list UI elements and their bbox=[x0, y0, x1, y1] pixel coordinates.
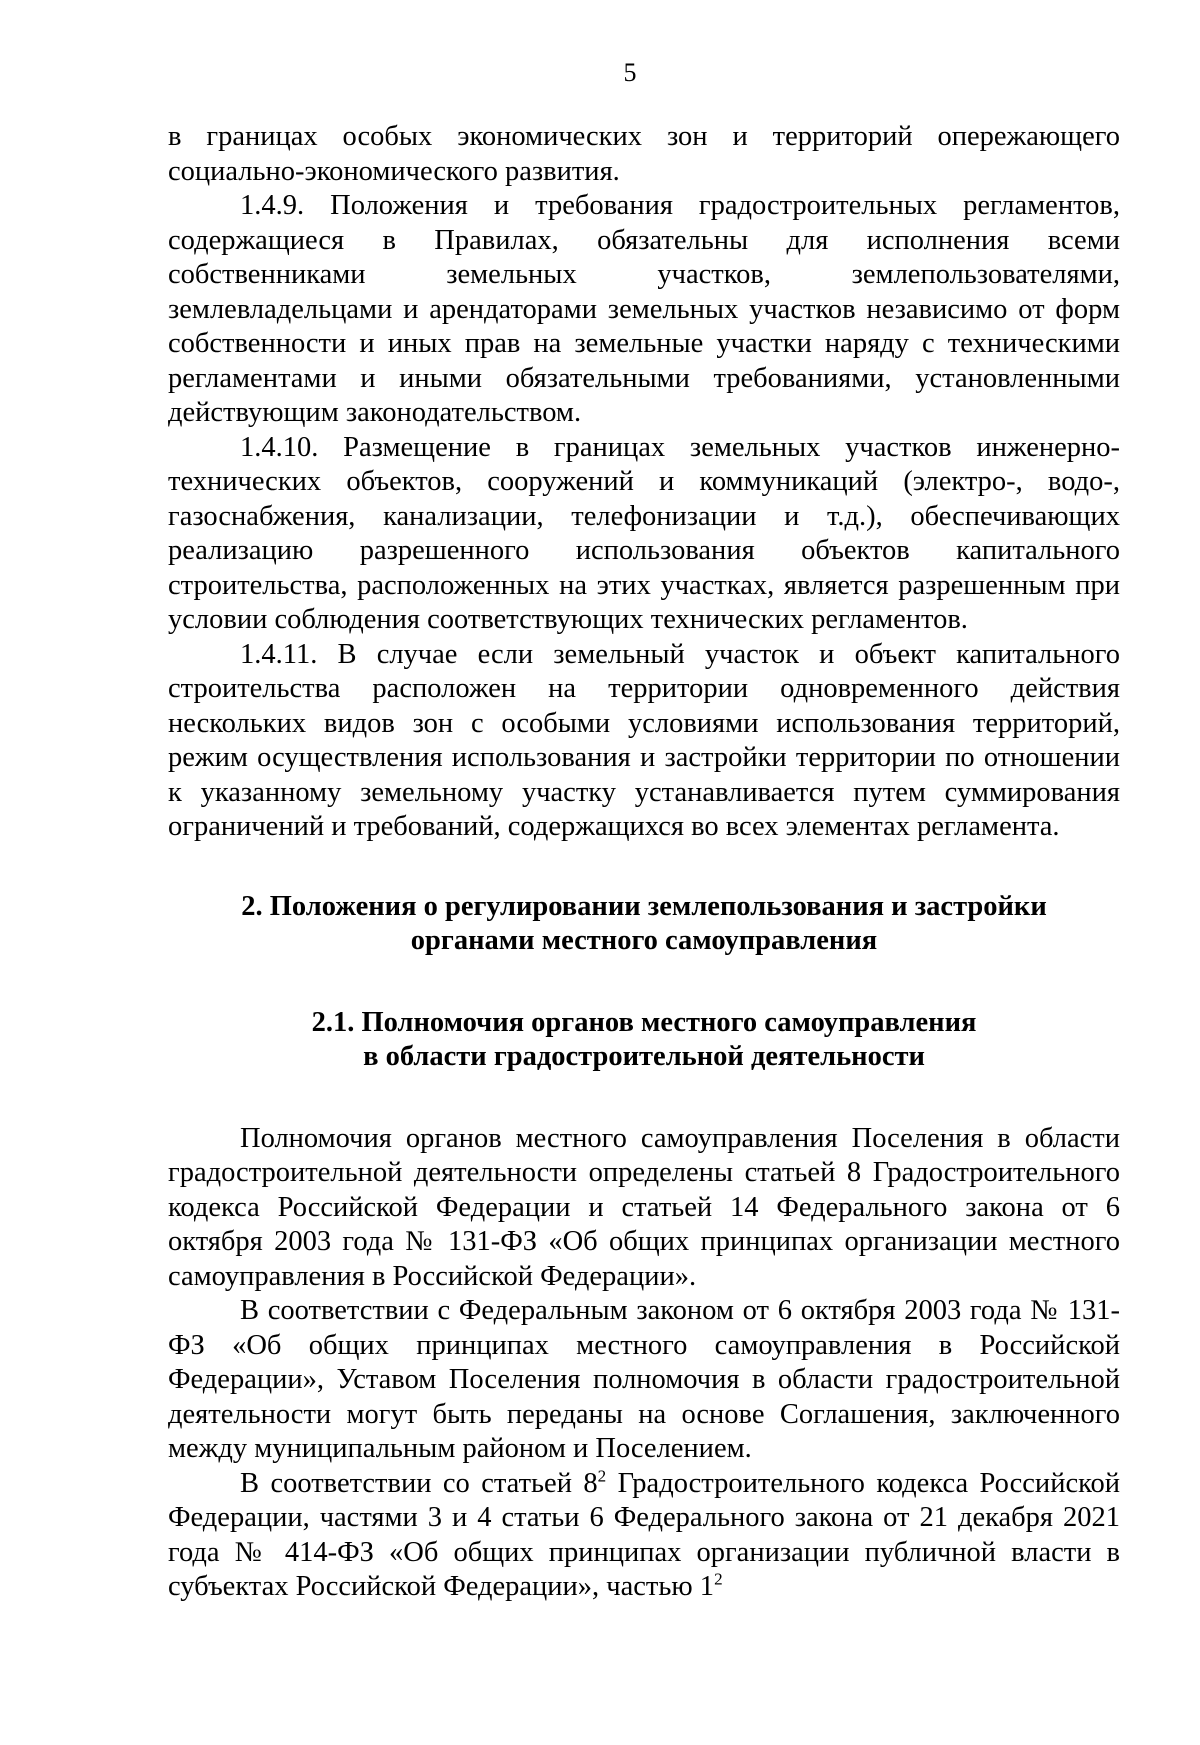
section-2-heading-line-1: 2. Положения о регулировании землепользования и застройки bbox=[241, 890, 1047, 922]
paragraph-article-8-2-part-1: В соответствии со статьей 8 bbox=[240, 1467, 598, 1499]
paragraph-article-8-2-part-2: Градостроительного кодекса Российской Федерации, частями 3 и 4 статьи 6 Федерального закона от 21 декабря 2021 года № 414-ФЗ «Об общих принципах организации публичной власти в субъектах Российской Федерации», частью 1 bbox=[168, 1467, 1120, 1602]
paragraph-powers: Полномочия органов местного самоуправления Поселения в области градостроительной деятельности определены статьей 8 Градостроительного кодекса Российской Федерации и статьей 14 Федерального закона от 6 октября 2003 года № 131-ФЗ «Об общих принципах организации местного самоуправления в Российской Федерации». bbox=[168, 1122, 1120, 1292]
section-2-1-heading bbox=[168, 1006, 1120, 1074]
paragraph-article-8-2 bbox=[168, 1467, 1120, 1605]
superscript-2-second: 2 bbox=[714, 1569, 723, 1589]
paragraph-1-4-11: 1.4.11. В случае если земельный участок и объект капитального строительства расположен на территории одновременного действия нескольких видов зон с особыми условиями использования территорий, режим осуществления использования и застройки территории по отношении к указанному земельному участку устанавливается путем суммирования ограничений и требований, содержащихся во всех элементах регламента. bbox=[168, 638, 1120, 842]
paragraph-1-4-9: 1.4.9. Положения и требования градостроительных регламентов, содержащиеся в Правилах, обязательны для исполнения всеми собственниками земельных участков, землепользователями, землевладельцами и арендаторами земельных участков независимо от форм собственности и иных прав на земельные участки наряду с техническими регламентами и иными обязательными требованиями, установленными действующим законодательством. bbox=[168, 190, 1120, 428]
paragraph-federal-law: В соответствии с Федеральным законом от 6 октября 2003 года № 131-ФЗ «Об общих принципах местного самоуправления в Российской Федерации», Уставом Поселения полномочия в области градостроительной деятельности могут быть переданы на основе Соглашения, заключенного между муниципальным районом и Поселением. bbox=[168, 1295, 1120, 1464]
document-body bbox=[168, 120, 1120, 1605]
section-2-1-heading-line-1: 2.1. Полномочия органов местного самоуправления bbox=[311, 1006, 977, 1038]
superscript-2: 2 bbox=[597, 1466, 607, 1485]
section-2-heading-line-2: органами местного самоуправления bbox=[410, 924, 878, 956]
page-number: 5 bbox=[623, 58, 637, 87]
paragraph-continuation: в границах особых экономических зон и территорий опережающего социально-экономического развития. bbox=[168, 121, 1120, 187]
paragraph-1-4-10: 1.4.10. Размещение в границах земельных участков инженерно-технических объектов, сооружений и коммуникаций (электро-, водо-, газоснабжения, канализации, телефонизации и т.д.), обеспечивающих реализацию разрешенного использования объектов капитального строительства, расположенных на этих участках, является разрешенным при условии соблюдения соответствующих технических регламентов. bbox=[168, 431, 1120, 635]
section-2-heading bbox=[168, 890, 1120, 958]
section-2-1-heading-line-2: в области градостроительной деятельности bbox=[363, 1040, 925, 1072]
